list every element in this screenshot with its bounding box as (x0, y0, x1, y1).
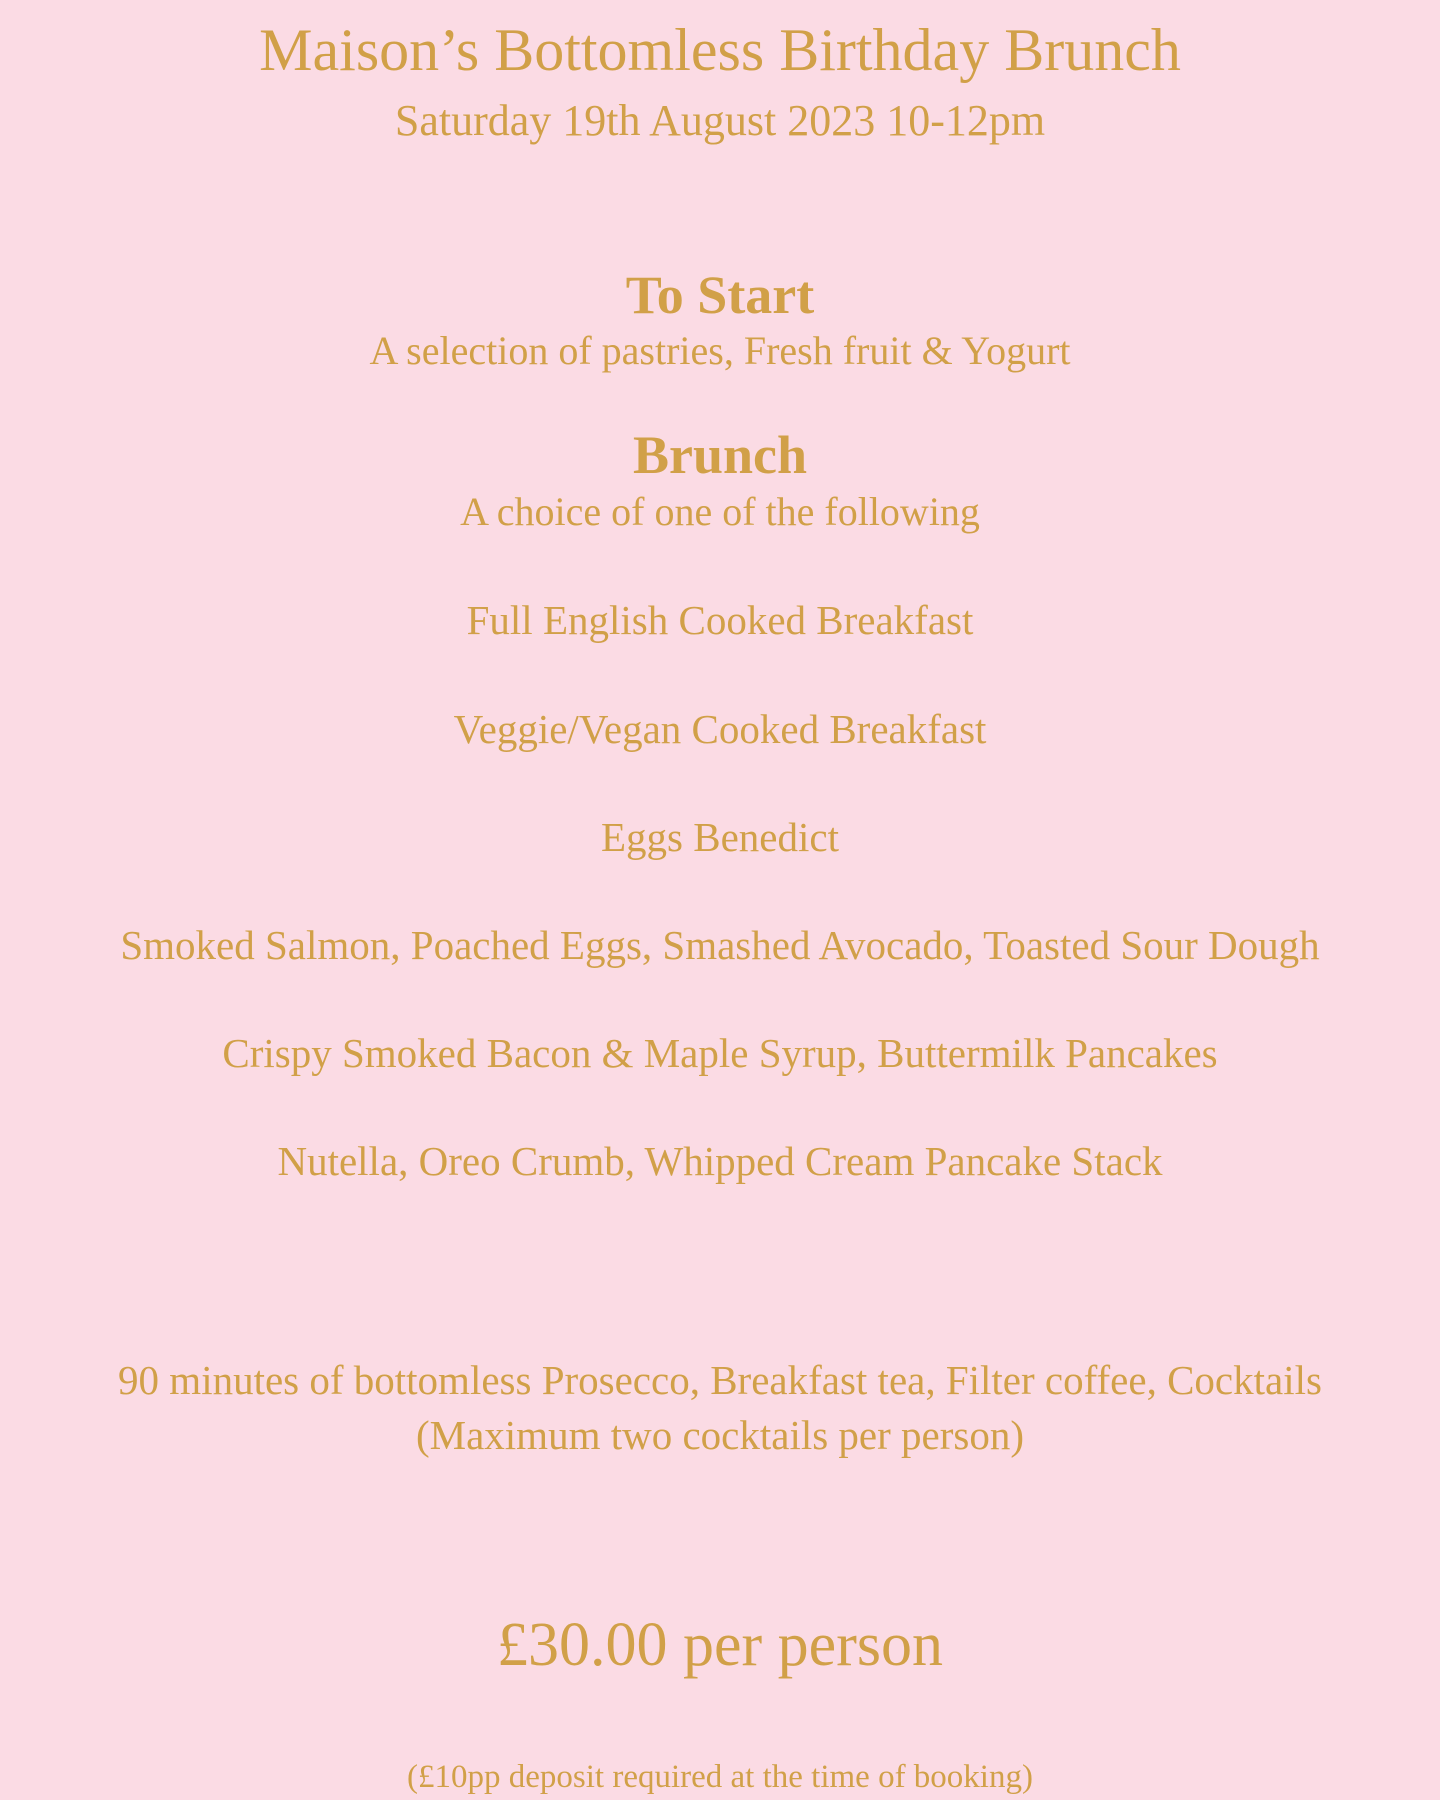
brunch-item: Smoked Salmon, Poached Eggs, Smashed Avocado, Toasted Sour Dough (120, 922, 1320, 968)
deposit-note: (£10pp deposit required at the time of booking) (407, 1759, 1033, 1795)
event-date: Saturday 19th August 2023 10-12pm (394, 96, 1046, 145)
brunch-item: Veggie/Vegan Cooked Breakfast (453, 706, 987, 752)
to-start-heading: To Start (625, 265, 815, 325)
menu-title: Maison’s Bottomless Birthday Brunch (259, 17, 1181, 83)
brunch-item: Nutella, Oreo Crumb, Whipped Cream Pancake Stack (277, 1138, 1163, 1184)
brunch-item: Crispy Smoked Bacon & Maple Syrup, Buttermilk Pancakes (222, 1030, 1218, 1076)
brunch-description: A choice of one of the following (460, 489, 980, 534)
brunch-heading: Brunch (632, 425, 808, 485)
price: £30.00 per person (497, 1611, 943, 1679)
drinks-description: 90 minutes of bottomless Prosecco, Breakfast tea, Filter coffee, Cocktails (118, 1357, 1322, 1403)
to-start-description: A selection of pastries, Fresh fruit & Yogurt (369, 328, 1071, 373)
brunch-item: Eggs Benedict (601, 814, 839, 860)
drinks-note: (Maximum two cocktails per person) (415, 1412, 1024, 1458)
brunch-item: Full English Cooked Breakfast (466, 597, 974, 643)
